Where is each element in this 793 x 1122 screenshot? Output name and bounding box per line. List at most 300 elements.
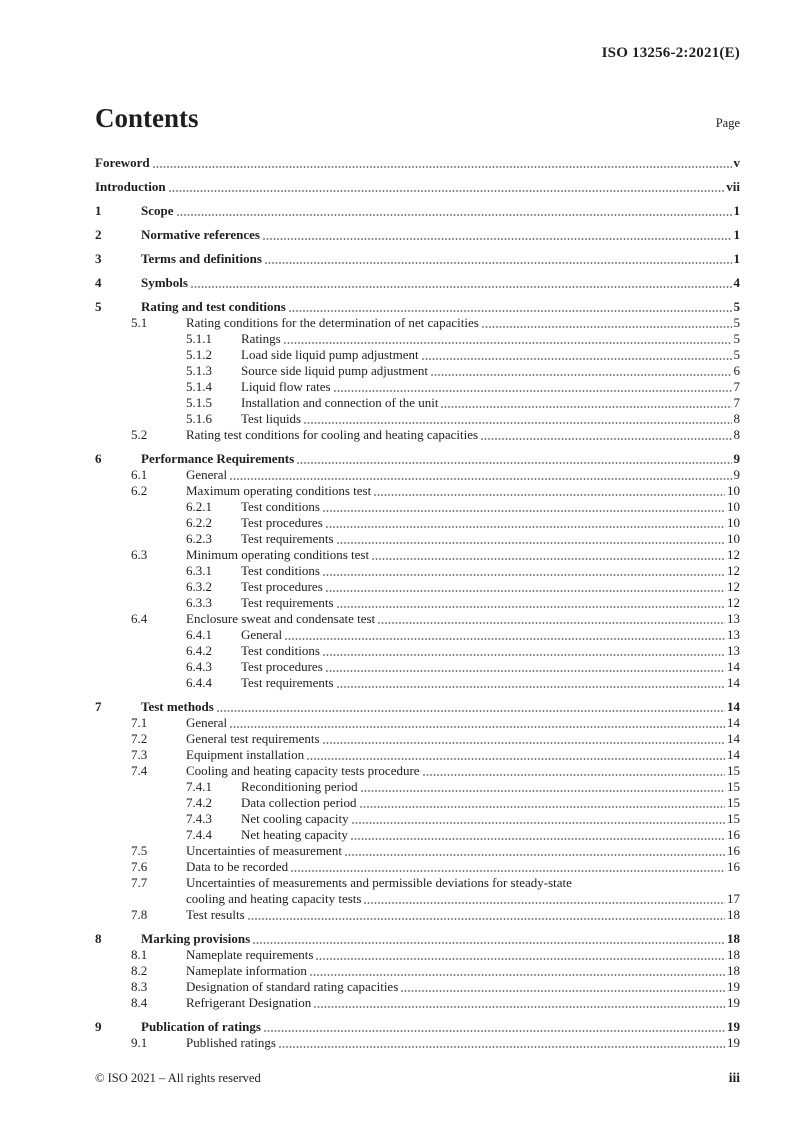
- toc-entry[interactable]: [95, 827, 740, 843]
- toc-entry-title: Marking provisions: [141, 931, 251, 946]
- toc-entry-mainline: [141, 451, 740, 467]
- toc-entry[interactable]: [95, 275, 740, 291]
- toc-entry[interactable]: [95, 931, 740, 947]
- toc-entry-content: [186, 715, 740, 731]
- toc-entry-mainline: [241, 595, 740, 611]
- toc-entry[interactable]: [95, 731, 740, 747]
- toc-entry-number: 6.4.3: [186, 659, 212, 674]
- toc-entry[interactable]: [95, 595, 740, 611]
- toc-entry-page: 10: [727, 531, 740, 546]
- dot-leader: [364, 902, 725, 904]
- toc-entry-mainline: [241, 515, 740, 531]
- toc-entry-number: 7.4.2: [186, 795, 212, 810]
- toc-entry[interactable]: [95, 579, 740, 595]
- toc-entry-page: 14: [727, 675, 740, 690]
- toc-entry-mainline: [141, 227, 740, 243]
- dot-leader: [441, 406, 731, 408]
- toc-entry-title: Symbols: [141, 275, 188, 290]
- toc-entry-title: Test procedures: [241, 579, 323, 594]
- toc-entry[interactable]: [95, 907, 740, 923]
- dot-leader: [482, 326, 732, 328]
- dot-leader: [289, 310, 732, 312]
- toc-entry[interactable]: [95, 563, 740, 579]
- toc-entry[interactable]: [95, 155, 740, 171]
- toc-entry-number: 5.1.5: [186, 395, 212, 410]
- toc-entry-number: 6.3.3: [186, 595, 212, 610]
- toc-entry-page: 1: [733, 227, 740, 242]
- toc-entry-number: 4: [95, 275, 102, 290]
- toc-entry-title: Test conditions: [241, 563, 320, 578]
- toc-entry-mainline: [241, 531, 740, 547]
- toc-entry-mainline: [241, 331, 740, 347]
- toc-entry-mainline: [186, 747, 740, 763]
- toc-entry-content: [241, 363, 740, 379]
- toc-entry-title: Load side liquid pump adjustment: [241, 347, 419, 362]
- toc-entry-content: [141, 203, 740, 219]
- toc-entry-mainline: [241, 563, 740, 579]
- toc-entry[interactable]: [95, 795, 740, 811]
- toc-entry-mainline: [241, 627, 740, 643]
- toc-entry-content: [241, 531, 740, 547]
- toc-entry-page: 19: [727, 1019, 740, 1034]
- toc-entry-number: 8: [95, 931, 102, 946]
- toc-entry-title: Test methods: [141, 699, 214, 714]
- toc-entry-title: Performance Requirements: [141, 451, 295, 466]
- toc-entry-page: 5: [733, 299, 740, 314]
- toc-entry-page: 4: [733, 275, 740, 290]
- toc-entry-content: [186, 875, 740, 907]
- toc-entry-content: [186, 763, 740, 779]
- toc-entry[interactable]: [95, 179, 740, 195]
- toc-entry-page: 6: [733, 363, 740, 378]
- toc-entry-page: 13: [727, 643, 740, 658]
- toc-entry-page: 16: [727, 859, 740, 874]
- toc-entry-title: cooling and heating capacity tests: [186, 891, 362, 906]
- toc-entry-number: 9.1: [131, 1035, 148, 1050]
- toc-entry[interactable]: [95, 379, 740, 395]
- toc-entry-page: 9: [733, 451, 740, 466]
- toc-entry-title: Rating and test conditions: [141, 299, 286, 314]
- toc-entry-page: 16: [727, 827, 740, 842]
- toc-entry-number: 3: [95, 251, 102, 266]
- dot-leader: [361, 790, 725, 792]
- toc-entry-page: 16: [727, 843, 740, 858]
- toc-entry[interactable]: [95, 643, 740, 659]
- toc-entry[interactable]: [95, 875, 740, 907]
- dot-leader: [264, 1030, 725, 1032]
- toc-entry-content: [186, 979, 740, 995]
- toc-entry-page: 1: [733, 251, 740, 266]
- toc-entry-content: [241, 643, 740, 659]
- toc-entry[interactable]: [95, 675, 740, 691]
- dot-leader: [253, 942, 725, 944]
- toc-entry-content: [186, 611, 740, 627]
- toc-entry-title: Ratings: [241, 331, 281, 346]
- toc-entry-title: Test results: [186, 907, 245, 922]
- toc-entry-content: [241, 579, 740, 595]
- toc-entry-number: 6.4.4: [186, 675, 212, 690]
- toc-entry-mainline: [241, 411, 740, 427]
- dot-leader: [378, 622, 725, 624]
- toc-entry-title: Equipment installation: [186, 747, 305, 762]
- toc-entry-title: Test liquids: [241, 411, 302, 426]
- dot-leader: [265, 262, 732, 264]
- toc-entry-content: [241, 659, 740, 675]
- toc-entry-content: [241, 795, 740, 811]
- toc-entry[interactable]: [95, 483, 740, 499]
- toc-entry-title: Data to be recorded: [186, 859, 289, 874]
- dot-leader: [372, 558, 725, 560]
- toc-entry-number: 7.7: [131, 875, 148, 890]
- toc-entry-content: [186, 747, 740, 763]
- toc-entry-title: Net heating capacity: [241, 827, 348, 842]
- toc-entry[interactable]: [95, 611, 740, 627]
- toc-entry-content: [95, 179, 740, 195]
- dot-leader: [191, 286, 732, 288]
- toc-entry-title: Net cooling capacity: [241, 811, 349, 826]
- dot-leader: [153, 166, 732, 168]
- toc-entry-content: [186, 1035, 740, 1051]
- dot-leader: [284, 342, 732, 344]
- toc-entry-page: v: [733, 155, 740, 170]
- toc-entry[interactable]: [95, 747, 740, 763]
- toc-entry-content: [241, 811, 740, 827]
- toc-entry-title: General: [186, 715, 228, 730]
- toc-entry-number: 6.4: [131, 611, 148, 626]
- toc-entry-content: [186, 947, 740, 963]
- toc-entry[interactable]: [95, 467, 740, 483]
- toc-entry-number: 5.1.1: [186, 331, 212, 346]
- toc-entry-mainline: [141, 931, 740, 947]
- toc-entry-page: 5: [733, 347, 740, 362]
- toc-entry-mainline: [241, 379, 740, 395]
- toc-entry-title: Test procedures: [241, 659, 323, 674]
- toc-entry[interactable]: [95, 659, 740, 675]
- toc-entry-content: [141, 931, 740, 947]
- toc-entry[interactable]: [95, 395, 740, 411]
- toc-entry-mainline: [186, 859, 740, 875]
- toc-entry-content: [241, 779, 740, 795]
- toc-entry-page: 14: [727, 699, 740, 714]
- dot-leader: [326, 590, 725, 592]
- toc-entry-mainline: [95, 155, 740, 171]
- toc-entry-content: [141, 251, 740, 267]
- toc-entry-mainline: [141, 203, 740, 219]
- toc-entry-content: [186, 483, 740, 499]
- dot-leader: [230, 726, 725, 728]
- toc-entry-number: 7.5: [131, 843, 148, 858]
- toc-entry-page: 18: [727, 907, 740, 922]
- dot-leader: [423, 774, 725, 776]
- toc-entry-title: Test requirements: [241, 531, 334, 546]
- dot-leader: [230, 478, 731, 480]
- toc-entry[interactable]: [95, 427, 740, 443]
- toc-entry-number: 5.1.6: [186, 411, 212, 426]
- toc-entry[interactable]: [95, 779, 740, 795]
- toc-entry-number: 5.1: [131, 315, 148, 330]
- toc-entry-title: Normative references: [141, 227, 260, 242]
- toc-entry[interactable]: [95, 979, 740, 995]
- toc-entry-number: 7.3: [131, 747, 148, 762]
- toc-entry[interactable]: [95, 995, 740, 1011]
- toc-entry-content: [241, 515, 740, 531]
- toc-entry-mainline: [141, 275, 740, 291]
- dot-leader: [285, 638, 725, 640]
- toc-entry-page: 13: [727, 627, 740, 642]
- toc-entry-content: [241, 379, 740, 395]
- toc-entry-content: [186, 467, 740, 483]
- toc-entry-content: [186, 843, 740, 859]
- toc-entry-page: 12: [727, 547, 740, 562]
- toc-entry-content: [141, 275, 740, 291]
- toc-entry-title: General test requirements: [186, 731, 320, 746]
- toc-entry-mainline: [186, 763, 740, 779]
- toc-entry-number: 7.4.3: [186, 811, 212, 826]
- toc-entry-number: 6.3: [131, 547, 148, 562]
- toc-entry-content: [241, 827, 740, 843]
- toc-entry[interactable]: [95, 547, 740, 563]
- dot-leader: [374, 494, 725, 496]
- toc-entry-page: 18: [727, 931, 740, 946]
- toc-entry-content: [241, 595, 740, 611]
- toc-entry[interactable]: [95, 1035, 740, 1051]
- toc-entry-page: 9: [733, 467, 740, 482]
- toc-entry-content: [241, 395, 740, 411]
- toc-entry-mainline: [241, 675, 740, 691]
- toc-entry-mainline: [241, 795, 740, 811]
- dot-leader: [307, 758, 725, 760]
- toc-entry-title: Source side liquid pump adjustment: [241, 363, 429, 378]
- toc-entry-page: 10: [727, 483, 740, 498]
- toc-entry-number: 8.4: [131, 995, 148, 1010]
- toc-entry-page: 15: [727, 795, 740, 810]
- page-column-label: Page: [715, 116, 740, 130]
- dot-leader: [401, 990, 725, 992]
- toc-entry-title: Foreword: [95, 155, 150, 170]
- dot-leader: [334, 390, 732, 392]
- toc-entry-content: [241, 563, 740, 579]
- toc-entry-page: 5: [733, 331, 740, 346]
- toc-entry-number: 2: [95, 227, 102, 242]
- toc-entry-title: Uncertainties of measurement: [186, 843, 342, 858]
- toc-entry-number: 6.2.1: [186, 499, 212, 514]
- toc-entry-mainline: [141, 1019, 740, 1035]
- toc-entry-number: 6.4.2: [186, 643, 212, 658]
- dot-leader: [481, 438, 731, 440]
- toc-entry-mainline: [241, 363, 740, 379]
- toc-entry-number: 1: [95, 203, 102, 218]
- toc-entry[interactable]: [95, 947, 740, 963]
- toc-entry-content: [186, 315, 740, 331]
- toc-entry-title: Reconditioning period: [241, 779, 358, 794]
- toc-entry[interactable]: [95, 627, 740, 643]
- toc-entry-mainline: [141, 699, 740, 715]
- dot-leader: [326, 526, 725, 528]
- toc-entry[interactable]: [95, 1019, 740, 1035]
- dot-leader: [169, 190, 725, 192]
- toc-entry-title: Data collection period: [241, 795, 357, 810]
- dot-leader: [326, 670, 725, 672]
- toc-entry-title: Introduction: [95, 179, 166, 194]
- toc-entry-number: 8.2: [131, 963, 148, 978]
- toc-entry-mainline: [241, 643, 740, 659]
- dot-leader: [323, 510, 725, 512]
- toc-entry-content: [141, 451, 740, 467]
- dot-leader: [314, 1006, 725, 1008]
- toc-entry[interactable]: [95, 227, 740, 243]
- toc-entry[interactable]: [95, 699, 740, 715]
- toc-entry[interactable]: [95, 531, 740, 547]
- toc-entry-title-line1: Uncertainties of measurements and permissible deviations for steady-state: [186, 875, 572, 890]
- toc-entry-number: 7.6: [131, 859, 148, 874]
- toc-entry-mainline: [186, 427, 740, 443]
- toc-entry-mainline: [241, 499, 740, 515]
- toc-entry[interactable]: [95, 347, 740, 363]
- toc-entry-mainline: [141, 299, 740, 315]
- toc-entry-number: 6.3.2: [186, 579, 212, 594]
- toc-entry-page: 12: [727, 579, 740, 594]
- toc-entry-page: 17: [727, 891, 740, 906]
- toc-entry-title: Nameplate information: [186, 963, 307, 978]
- toc-entry[interactable]: [95, 451, 740, 467]
- toc-entry-mainline: [241, 395, 740, 411]
- toc-entry-content: [241, 675, 740, 691]
- toc-entry-content: [95, 155, 740, 171]
- toc-entry-mainline: [186, 315, 740, 331]
- toc-entry-page: 19: [727, 995, 740, 1010]
- toc-entry[interactable]: [95, 203, 740, 219]
- toc-entry-title: Publication of ratings: [141, 1019, 261, 1034]
- toc-entry[interactable]: [95, 715, 740, 731]
- toc-entry-page: vii: [726, 179, 740, 194]
- toc-entry[interactable]: [95, 299, 740, 315]
- toc-entry-title: Scope: [141, 203, 174, 218]
- toc-entry-content: [186, 907, 740, 923]
- dot-leader: [351, 838, 725, 840]
- toc-entry-page: 12: [727, 595, 740, 610]
- toc-entry-number: 5.1.3: [186, 363, 212, 378]
- toc-entry-mainline: [95, 179, 740, 195]
- dot-leader: [337, 686, 725, 688]
- toc-entry[interactable]: [95, 811, 740, 827]
- toc-entry[interactable]: [95, 331, 740, 347]
- toc-entry-page: 8: [733, 411, 740, 426]
- toc-entry-content: [186, 547, 740, 563]
- dot-leader: [345, 854, 725, 856]
- toc-entry-page: 15: [727, 779, 740, 794]
- toc-entry-content: [186, 731, 740, 747]
- dot-leader: [248, 918, 725, 920]
- toc-entry-number: 6.3.1: [186, 563, 212, 578]
- contents-title-row: [95, 103, 740, 134]
- toc-entry-content: [186, 963, 740, 979]
- toc-entry-mainline: [186, 1035, 740, 1051]
- toc-entry-content: [241, 331, 740, 347]
- toc-entry-page: 19: [727, 979, 740, 994]
- toc-entry-title: Liquid flow rates: [241, 379, 331, 394]
- dot-leader: [352, 822, 725, 824]
- toc-entry-mainline: [241, 827, 740, 843]
- toc-entry[interactable]: [95, 763, 740, 779]
- toc-entry-page: 15: [727, 763, 740, 778]
- dot-leader: [360, 806, 725, 808]
- toc-entry-page: 1: [733, 203, 740, 218]
- toc-entry-page: 19: [727, 1035, 740, 1050]
- toc-entry-mainline: [186, 731, 740, 747]
- toc-entry-page: 8: [733, 427, 740, 442]
- toc-entry-title: Test conditions: [241, 643, 320, 658]
- toc-entry-title: Refrigerant Designation: [186, 995, 312, 1010]
- toc-entry[interactable]: [95, 859, 740, 875]
- dot-leader: [323, 654, 725, 656]
- dot-leader: [422, 358, 732, 360]
- toc-entry-title: Rating test conditions for cooling and heating capacities: [186, 427, 479, 442]
- toc-entry-mainline: [241, 347, 740, 363]
- toc-entry[interactable]: [95, 411, 740, 427]
- toc-entry-content: [141, 299, 740, 315]
- dot-leader: [297, 462, 731, 464]
- dot-leader: [316, 958, 725, 960]
- toc-entry-title: Minimum operating conditions test: [186, 547, 370, 562]
- toc-entry-mainline: [241, 579, 740, 595]
- toc-entry[interactable]: [95, 499, 740, 515]
- dot-leader: [323, 742, 725, 744]
- toc-entry-page: 14: [727, 747, 740, 762]
- toc-entry-title: Cooling and heating capacity tests procedure: [186, 763, 420, 778]
- dot-leader: [291, 870, 725, 872]
- toc-entry-content: [241, 499, 740, 515]
- toc-entry-number: 7: [95, 699, 102, 714]
- toc-entry[interactable]: [95, 963, 740, 979]
- toc-entry-mainline: [186, 547, 740, 563]
- toc-entry-number: 6.4.1: [186, 627, 212, 642]
- toc-entry[interactable]: [95, 515, 740, 531]
- toc-entry-page: 18: [727, 963, 740, 978]
- toc-entry-number: 6.1: [131, 467, 148, 482]
- toc-entry-title: General: [241, 627, 283, 642]
- toc-entry-number: 6.2: [131, 483, 148, 498]
- toc-entry-mainline: [186, 947, 740, 963]
- toc-entry[interactable]: [95, 363, 740, 379]
- toc-entry-page: 14: [727, 715, 740, 730]
- toc-entry[interactable]: [95, 843, 740, 859]
- page-number: iii: [728, 1070, 740, 1085]
- toc-entry-number: 7.1: [131, 715, 148, 730]
- toc-entry-mainline: [186, 891, 740, 907]
- toc-entry-mainline: [186, 843, 740, 859]
- toc-entry-page: 18: [727, 947, 740, 962]
- toc-entry-page: 5: [733, 315, 740, 330]
- toc-entry-page: 14: [727, 659, 740, 674]
- toc-entry[interactable]: [95, 315, 740, 331]
- toc-entry-number: 6.2.3: [186, 531, 212, 546]
- toc-entry-title: Maximum operating conditions test: [186, 483, 372, 498]
- dot-leader: [263, 238, 732, 240]
- dot-leader: [337, 542, 725, 544]
- toc-entry-number: 7.4: [131, 763, 148, 778]
- toc-entry[interactable]: [95, 251, 740, 267]
- dot-leader: [177, 214, 732, 216]
- toc-entry-number: 5.1.4: [186, 379, 212, 394]
- toc-entry-title: Enclosure sweat and condensate test: [186, 611, 376, 626]
- toc-entry-number: 9: [95, 1019, 102, 1034]
- toc-entry-number: 5.1.2: [186, 347, 212, 362]
- toc-entry-page: 10: [727, 515, 740, 530]
- toc-entry-mainline: [186, 467, 740, 483]
- toc-entry-mainline: [186, 483, 740, 499]
- toc-entry-title: Designation of standard rating capacities: [186, 979, 399, 994]
- toc-entry-number: 5.2: [131, 427, 148, 442]
